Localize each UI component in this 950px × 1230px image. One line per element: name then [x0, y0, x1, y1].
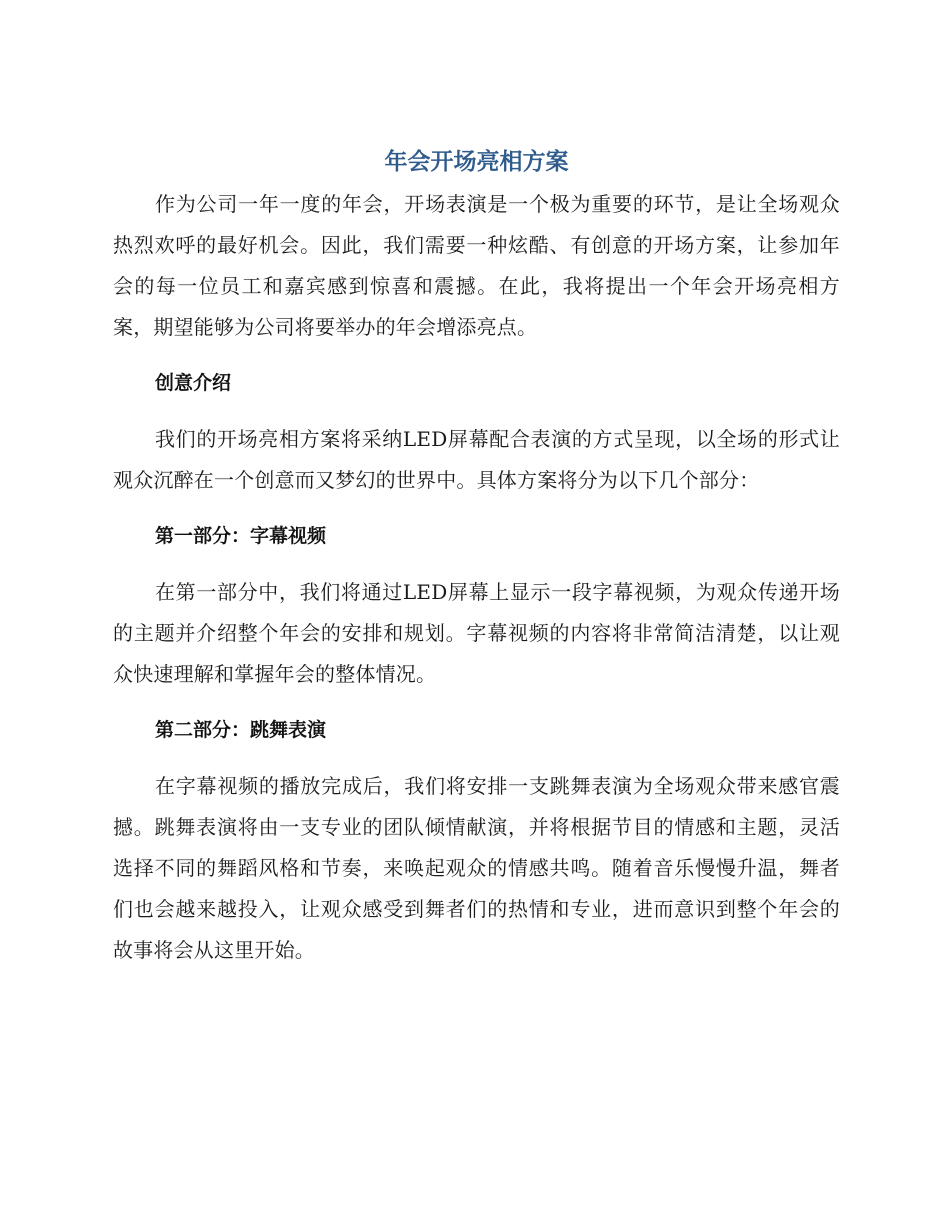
document-page — [113, 140, 840, 971]
section-body-part-one: 在第一部分中，我们将通过LED屏幕上显示一段字幕视频，为观众传递开场的主题并介绍整个年会的安排和规划。字幕视频的内容将非常简洁清楚，以让观众快速理解和掌握年会的整体情况。 — [113, 580, 840, 686]
intro-paragraph: 作为公司一年一度的年会，开场表演是一个极为重要的环节，是让全场观众热烈欢呼的最好机会。因此，我们需要一种炫酷、有创意的开场方案，让参加年会的每一位员工和嘉宾感到惊喜和震撼。在此，我将提出一个年会开场亮相方案，期望能够为公司将要举办的年会增添亮点。 — [113, 192, 840, 339]
spacer — [113, 751, 840, 766]
spacer — [113, 404, 840, 419]
spacer — [113, 695, 840, 710]
spacer — [113, 557, 840, 572]
section-heading-part-two: 第二部分：跳舞表演 — [155, 719, 327, 741]
section-body-part-two: 在字幕视频的播放完成后，我们将安排一支跳舞表演为全场观众带来感官震撼。跳舞表演将由一支专业的团队倾情献演，并将根据节目的情感和主题，灵活选择不同的舞蹈风格和节奏，来唤起观众的情感共鸣。随着音乐慢慢升温，舞者们也会越来越投入，让观众感受到舞者们的热情和专业，进而意识到整个年会的故事将会从这里开始。 — [113, 774, 840, 962]
section-heading-part-one: 第一部分：字幕视频 — [155, 525, 327, 547]
spacer — [113, 348, 840, 363]
section-body-creative: 我们的开场亮相方案将采纳LED屏幕配合表演的方式呈现，以全场的形式让观众沉醉在一个创意而又梦幻的世界中。具体方案将分为以下几个部分： — [113, 427, 840, 492]
document-title: 年会开场亮相方案 — [384, 149, 569, 175]
spacer — [113, 501, 840, 516]
section-heading-creative: 创意介绍 — [155, 372, 232, 394]
